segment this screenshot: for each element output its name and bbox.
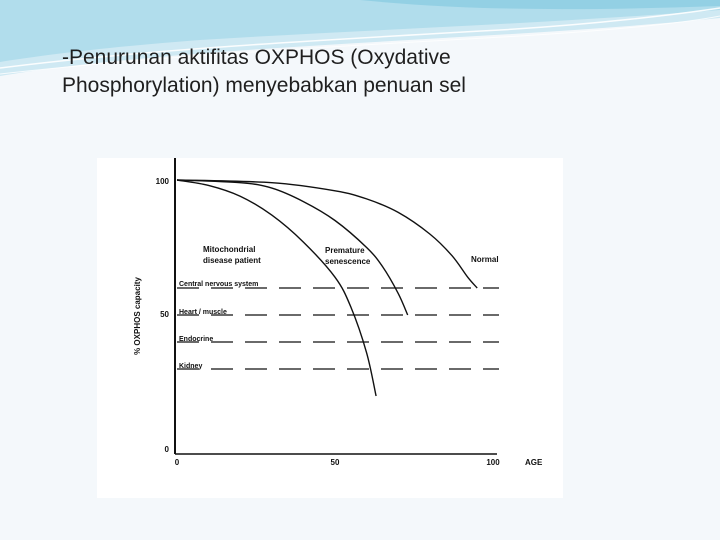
y-tick-100: 100 bbox=[155, 177, 169, 186]
y-tick-50: 50 bbox=[160, 310, 169, 319]
label-premature-line-2: senescence bbox=[325, 257, 371, 266]
label-premature-line-1: Premature bbox=[325, 246, 365, 255]
slide-title-line-2: Phosphorylation) menyebabkan penuan sel bbox=[62, 74, 466, 97]
x-tick-0: 0 bbox=[174, 458, 180, 467]
threshold-label-cns: Central nervous system bbox=[179, 281, 259, 288]
threshold-label-endocrine: Endocrine bbox=[179, 336, 214, 343]
oxphos-chart bbox=[97, 158, 563, 498]
threshold-lines bbox=[177, 288, 499, 369]
threshold-label-heart: Heart / muscle bbox=[179, 309, 227, 316]
slide-title-line-1: -Penurunan aktifitas OXPHOS (Oxydative bbox=[62, 46, 451, 69]
curve-normal bbox=[177, 180, 477, 288]
y-tick-0: 0 bbox=[164, 445, 169, 454]
label-normal: Normal bbox=[471, 255, 499, 264]
curve-mitochondrial-disease bbox=[177, 180, 376, 396]
label-mitochondrial-line-2: disease patient bbox=[203, 256, 261, 265]
slide-title bbox=[62, 44, 682, 100]
x-axis-label: AGE bbox=[525, 458, 543, 467]
x-tick-50: 50 bbox=[330, 458, 340, 467]
chart-panel bbox=[97, 158, 563, 498]
y-axis-label: % OXPHOS capacity bbox=[133, 277, 142, 355]
label-mitochondrial-line-1: Mitochondrial bbox=[203, 245, 256, 254]
threshold-label-kidney: Kidney bbox=[179, 363, 203, 370]
x-tick-100: 100 bbox=[486, 458, 500, 467]
